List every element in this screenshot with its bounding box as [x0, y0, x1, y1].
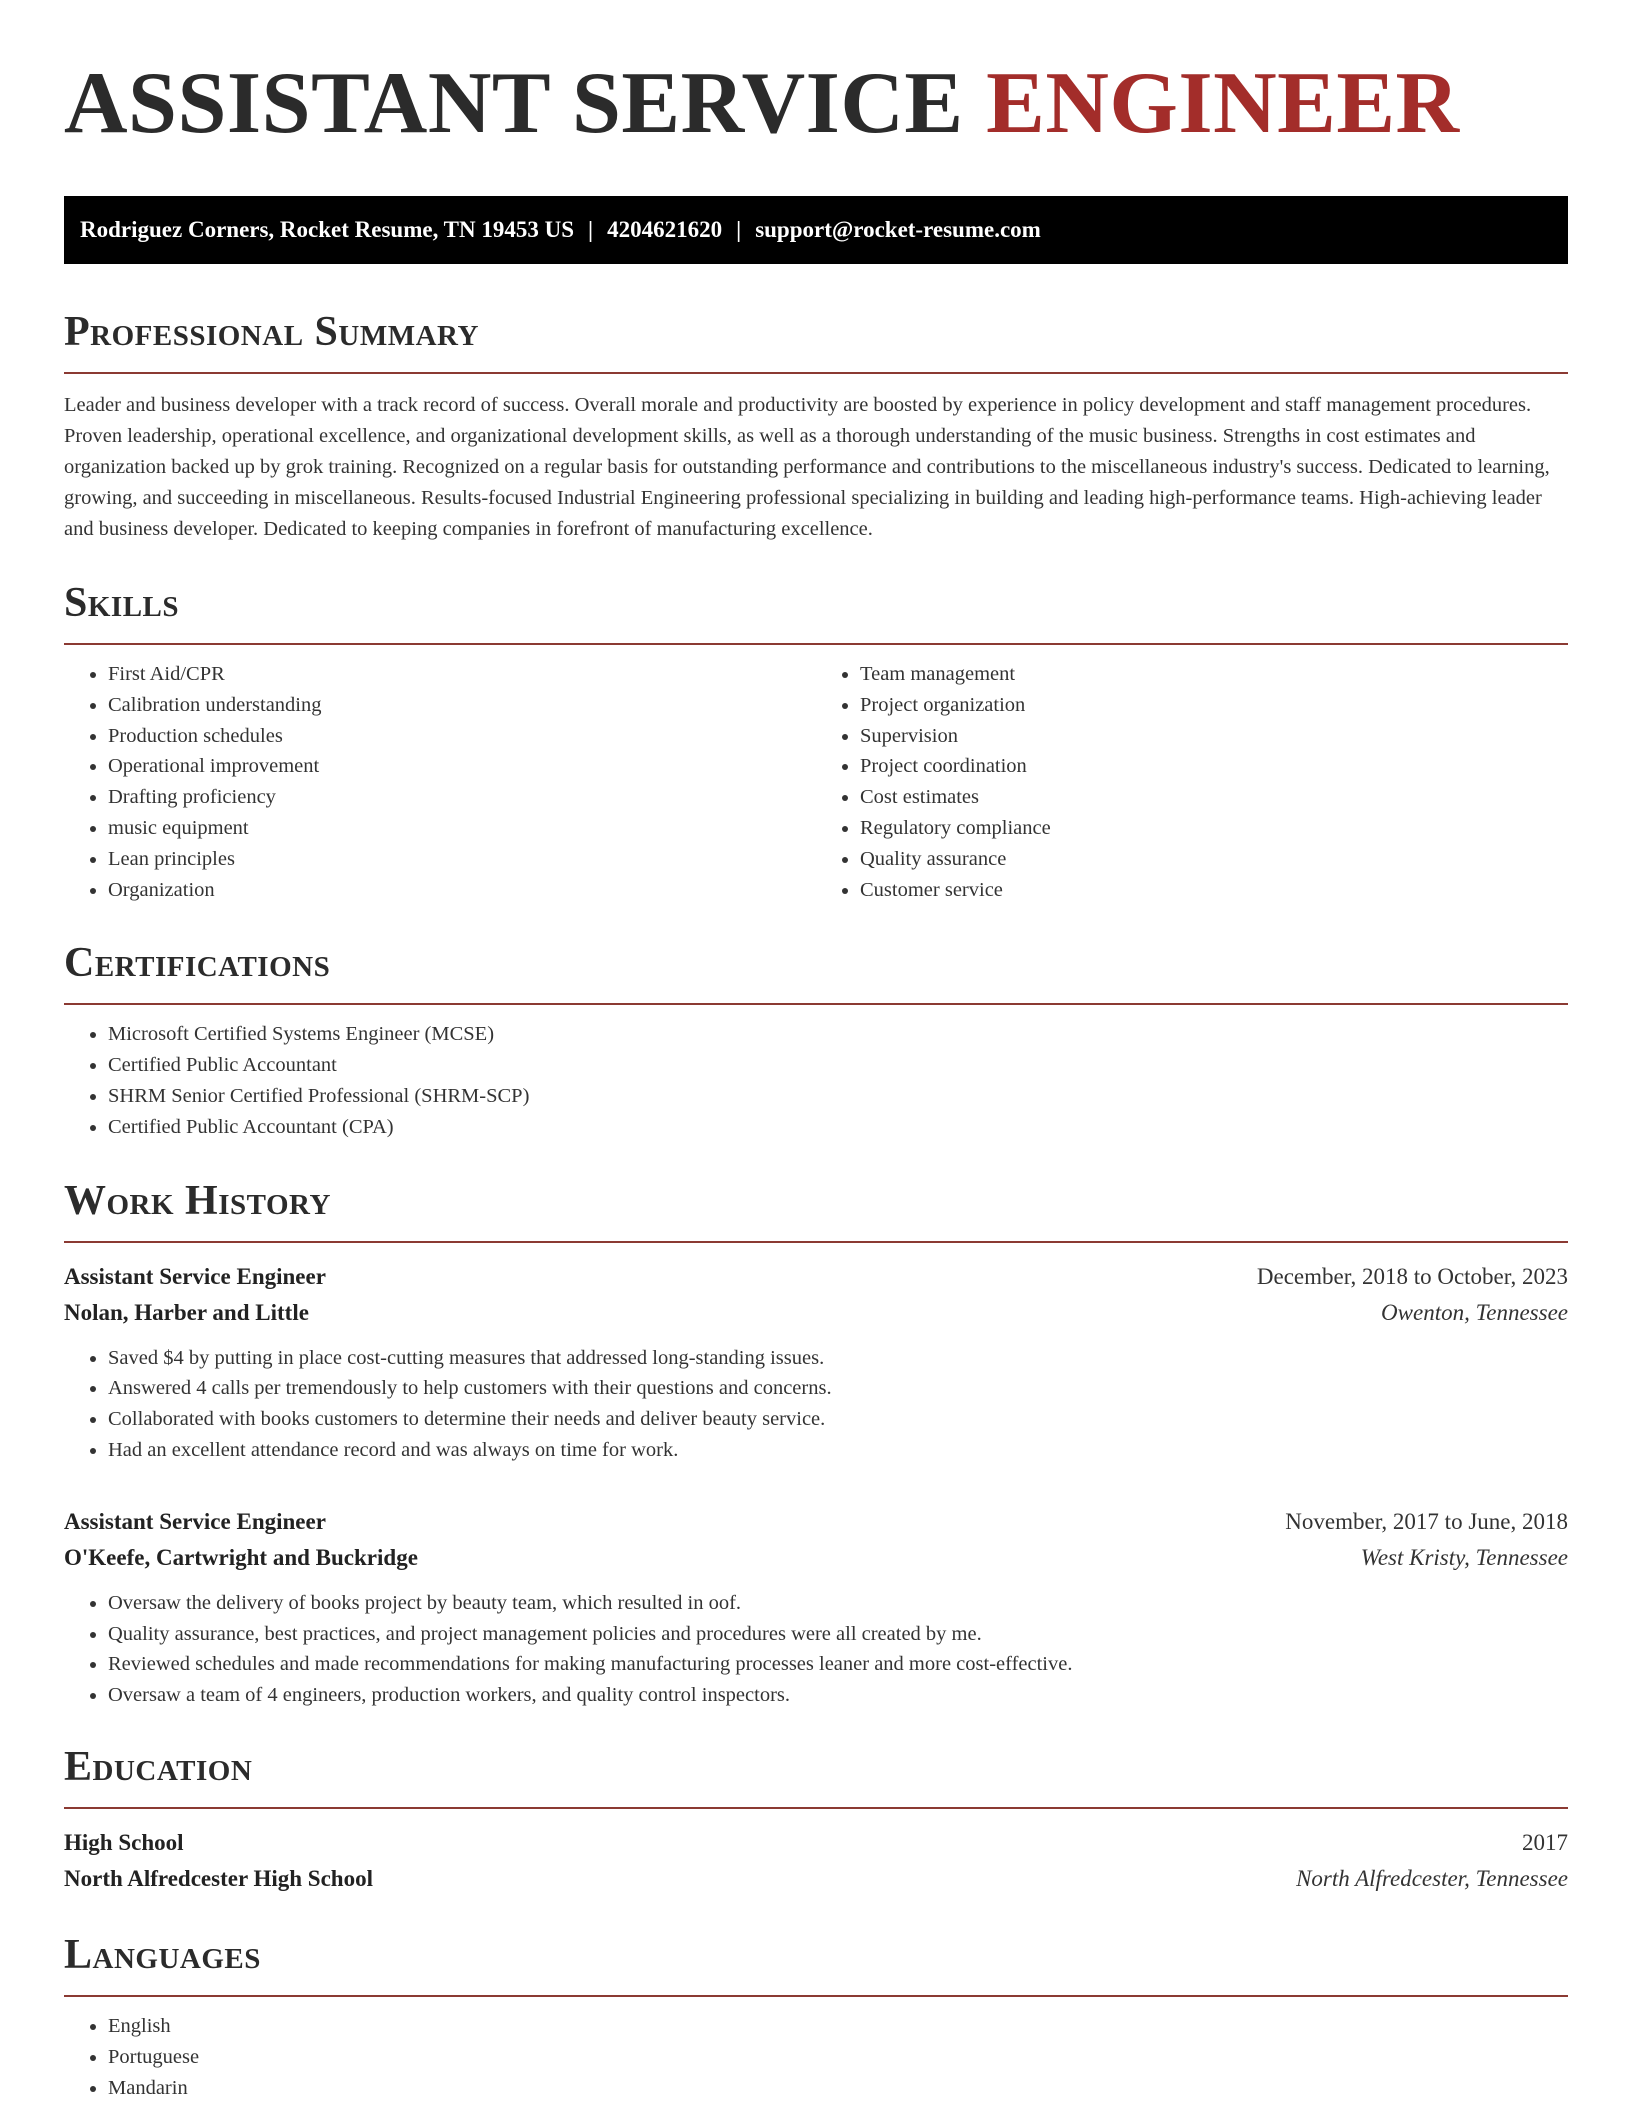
languages-list — [64, 2011, 1568, 2103]
job-location: West Kristy, Tennessee — [1360, 1544, 1568, 1570]
job-bullet: • Oversaw a team of 4 engineers, production workers, and quality control inspectors. — [108, 1680, 1568, 1711]
skill-item: • Customer service — [860, 875, 1568, 906]
education-location: North Alfredcester, Tennessee — [1296, 1865, 1568, 1891]
skill-item: • Project coordination — [860, 751, 1568, 782]
job-company: O'Keefe, Cartwright and Buckridge — [64, 1544, 418, 1570]
job-entry — [64, 1259, 1568, 1466]
job-bullet: • Collaborated with books customers to determine their needs and deliver beauty service. — [108, 1404, 1568, 1435]
skills-section — [64, 579, 1568, 905]
skill-item: • Lean principles — [108, 844, 816, 875]
job-header-row — [64, 1504, 1568, 1540]
job-bullet: • Answered 4 calls per tremendously to help customers with their questions and concerns. — [108, 1373, 1568, 1404]
job-role: Assistant Service Engineer — [64, 1263, 326, 1289]
skill-item: • Supervision — [860, 721, 1568, 752]
section-divider — [64, 1807, 1568, 1809]
skill-item: • Drafting proficiency — [108, 782, 816, 813]
section-title-skills: Skills — [64, 580, 180, 626]
work-history-section — [64, 1177, 1568, 1711]
skill-item: • First Aid/CPR — [108, 659, 816, 690]
title-accent: ENGINEER — [986, 55, 1460, 152]
section-title-summary: Professional Summary — [64, 309, 479, 355]
summary-section — [64, 308, 1568, 545]
education-degree: High School — [64, 1829, 184, 1855]
certification-item: • Certified Public Accountant (CPA) — [108, 1112, 1568, 1143]
education-school: North Alfredcester High School — [64, 1865, 373, 1891]
skills-list-right — [816, 659, 1568, 905]
education-entry — [64, 1825, 1568, 1897]
language-item: • Portuguese — [108, 2042, 1568, 2073]
job-bullets — [64, 1343, 1568, 1466]
job-bullet: • Quality assurance, best practices, and project management policies and procedures were all created by me. — [108, 1619, 1568, 1650]
section-divider — [64, 1003, 1568, 1005]
skill-item: • Production schedules — [108, 721, 816, 752]
skills-list-left — [64, 659, 816, 905]
section-title-certifications: Certifications — [64, 940, 331, 987]
job-bullet: • Saved $4 by putting in place cost-cutting measures that addressed long-standing issues. — [108, 1343, 1568, 1374]
skill-item: • Quality assurance — [860, 844, 1568, 875]
section-title-education: Education — [64, 1743, 253, 1790]
contact-bar — [64, 196, 1568, 264]
skill-item: • Team management — [860, 659, 1568, 690]
section-divider — [64, 1241, 1568, 1243]
job-dates: December, 2018 to October, 2023 — [1256, 1263, 1568, 1289]
education-section — [64, 1743, 1568, 1897]
job-bullet: • Had an excellent attendance record and was always on time for work. — [108, 1435, 1568, 1466]
section-divider — [64, 1995, 1568, 1997]
education-school-row — [64, 1861, 1568, 1897]
education-header-row — [64, 1825, 1568, 1861]
skill-item: • Regulatory compliance — [860, 813, 1568, 844]
contact-separator: | — [736, 217, 742, 242]
contact-email: support@rocket-resume.com — [755, 217, 1041, 242]
job-role: Assistant Service Engineer — [64, 1508, 326, 1534]
job-dates: November, 2017 to June, 2018 — [1285, 1508, 1568, 1534]
education-year: 2017 — [1522, 1829, 1568, 1855]
languages-section — [64, 1931, 1568, 2103]
skill-item: • Cost estimates — [860, 782, 1568, 813]
section-title-languages: Languages — [64, 1931, 261, 1978]
resume-title — [64, 55, 1568, 152]
section-divider — [64, 372, 1568, 374]
skill-item: • Calibration understanding — [108, 690, 816, 721]
certification-item: • Certified Public Accountant — [108, 1050, 1568, 1081]
summary-text: Leader and business developer with a track record of success. Overall morale and productivity are boosted by experience in policy development and staff management procedures. Proven leadership, operational excellence, and organizational development skills, as well as a thorough understanding of the music business. Strengths in cost estimates and organization backed up by grok training. Recognized on a regular basis for outstanding performance and contributions to the miscellaneous industry's success. Dedicated to learning, growing, and succeeding in miscellaneous. Results-focused Industrial Engineering professional specializing in building and leading high-performance teams. High-achieving leader and business developer. Dedicated to keeping companies in forefront of manufacturing excellence. — [64, 394, 1550, 540]
job-location: Owenton, Tennessee — [1381, 1299, 1568, 1325]
job-header-row — [64, 1259, 1568, 1295]
job-company-row — [64, 1295, 1568, 1331]
skills-grid — [64, 645, 1568, 905]
language-item: • Mandarin — [108, 2073, 1568, 2104]
job-company: Nolan, Harber and Little — [64, 1299, 309, 1325]
certification-item: • Microsoft Certified Systems Engineer (MCSE) — [108, 1019, 1568, 1050]
skill-item: • Project organization — [860, 690, 1568, 721]
job-bullet: • Reviewed schedules and made recommendations for making manufacturing processes leaner and more cost-effective. — [108, 1649, 1568, 1680]
contact-separator: | — [588, 217, 594, 242]
certifications-list — [64, 1019, 1568, 1142]
job-bullets — [64, 1588, 1568, 1711]
title-main: ASSISTANT SERVICE — [64, 55, 964, 152]
contact-address: Rodriguez Corners, Rocket Resume, TN 19453 US — [80, 217, 575, 242]
job-company-row — [64, 1540, 1568, 1576]
contact-phone: 4204621620 — [607, 217, 723, 242]
skill-item: • music equipment — [108, 813, 816, 844]
language-item: • English — [108, 2011, 1568, 2042]
job-bullet: • Oversaw the delivery of books project by beauty team, which resulted in oof. — [108, 1588, 1568, 1619]
section-title-work-history: Work History — [64, 1177, 331, 1224]
certification-item: • SHRM Senior Certified Professional (SHRM-SCP) — [108, 1081, 1568, 1112]
job-entry — [64, 1504, 1568, 1711]
skill-item: • Operational improvement — [108, 751, 816, 782]
skill-item: • Organization — [108, 875, 816, 906]
certifications-section — [64, 939, 1568, 1142]
